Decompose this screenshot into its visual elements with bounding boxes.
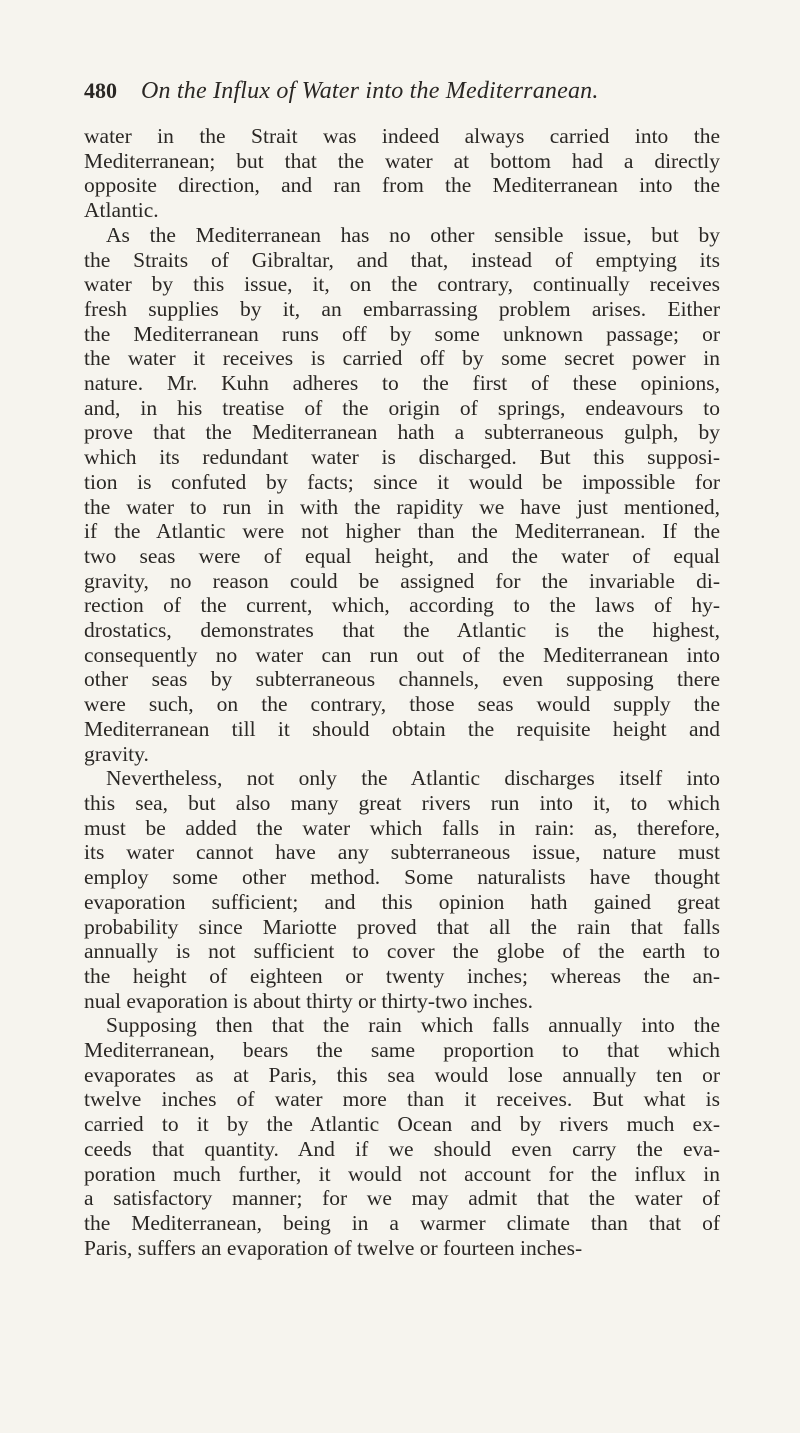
text-line: Mediterranean; but that the water at bottom had a directly — [84, 148, 720, 173]
text-line: twelve inches of water more than it receives. But what is — [84, 1087, 720, 1112]
text-line: were such, on the contrary, those seas would supply the — [84, 692, 720, 717]
text-line: the Mediterranean runs off by some unknown passage; or — [84, 321, 720, 346]
text-line: water by this issue, it, on the contrary, continually receives — [84, 272, 720, 297]
text-line: the water it receives is carried off by some secret power in — [84, 346, 720, 371]
text-line: poration much further, it would not account for the influx in — [84, 1161, 720, 1186]
text-line: Atlantic. — [84, 198, 159, 223]
body-text — [84, 124, 720, 1260]
running-title: On the Influx of Water into the Mediterranean. — [141, 78, 599, 104]
text-line: water in the Strait was indeed always carried into the — [84, 124, 720, 148]
text-line: Paris, suffers an evaporation of twelve or fourteen inches- — [84, 1235, 583, 1260]
running-head — [84, 74, 714, 108]
text-line: gravity, no reason could be assigned for the invariable di- — [84, 568, 720, 593]
text-line: prove that the Mediterranean hath a subterraneous gulph, by — [84, 420, 720, 445]
text-line: employ some other method. Some naturalists have thought — [84, 865, 720, 890]
text-line: which its redundant water is discharged. But this supposi- — [84, 445, 720, 470]
text-line: nual evaporation is about thirty or thirty-two inches. — [84, 988, 534, 1013]
text-line: the water to run in with the rapidity we have just mentioned, — [84, 494, 720, 519]
text-line: opposite direction, and ran from the Mediterranean into the — [84, 173, 720, 198]
text-line: Mediterranean, bears the same proportion to that which — [84, 1038, 720, 1063]
text-line: must be added the water which falls in rain: as, therefore, — [84, 815, 720, 840]
text-line: Mediterranean till it should obtain the requisite height and — [84, 716, 720, 741]
text-line: the Straits of Gibraltar, and that, instead of emptying its — [84, 247, 720, 272]
text-line: nature. Mr. Kuhn adheres to the first of these opinions, — [84, 371, 720, 396]
text-line: its water cannot have any subterraneous issue, nature must — [84, 840, 720, 865]
text-line: the height of eighteen or twenty inches; whereas the an- — [84, 963, 720, 988]
text-line: consequently no water can run out of the Mediterranean into — [84, 642, 720, 667]
text-line: if the Atlantic were not higher than the Mediterranean. If the — [84, 519, 720, 544]
text-line: As the Mediterranean has no other sensible issue, but by — [106, 222, 720, 247]
text-line: evaporation sufficient; and this opinion hath gained great — [84, 889, 720, 914]
text-line: evaporates as at Paris, this sea would lose annually ten or — [84, 1062, 720, 1087]
text-line: a satisfactory manner; for we may admit that the water of — [84, 1186, 720, 1211]
text-line: other seas by subterraneous channels, even supposing there — [84, 667, 720, 692]
paragraph — [84, 124, 720, 223]
text-line: Nevertheless, not only the Atlantic discharges itself into — [106, 766, 720, 791]
text-line: this sea, but also many great rivers run into it, to which — [84, 790, 720, 815]
page-number: 480 — [84, 78, 117, 103]
text-line: Supposing then that the rain which falls annually into the — [106, 1013, 720, 1038]
text-line: carried to it by the Atlantic Ocean and by rivers much ex- — [84, 1112, 720, 1137]
text-line: the Mediterranean, being in a warmer climate than that of — [84, 1210, 720, 1235]
text-line: two seas were of equal height, and the water of equal — [84, 543, 720, 568]
text-line: drostatics, demonstrates that the Atlantic is the highest, — [84, 618, 720, 643]
text-line: ceeds that quantity. And if we should even carry the eva- — [84, 1136, 720, 1161]
paragraph — [84, 1013, 720, 1260]
text-line: probability since Mariotte proved that all the rain that falls — [84, 914, 720, 939]
text-line: annually is not sufficient to cover the globe of the earth to — [84, 939, 720, 964]
text-line: rection of the current, which, according to the laws of hy- — [84, 593, 720, 618]
text-line: gravity. — [84, 741, 149, 766]
text-line: fresh supplies by it, an embarrassing problem arises. Either — [84, 296, 720, 321]
paragraph — [84, 223, 720, 766]
text-line: and, in his treatise of the origin of springs, endeavours to — [84, 395, 720, 420]
text-line: tion is confuted by facts; since it would be impossible for — [84, 469, 720, 494]
paragraph — [84, 766, 720, 1013]
